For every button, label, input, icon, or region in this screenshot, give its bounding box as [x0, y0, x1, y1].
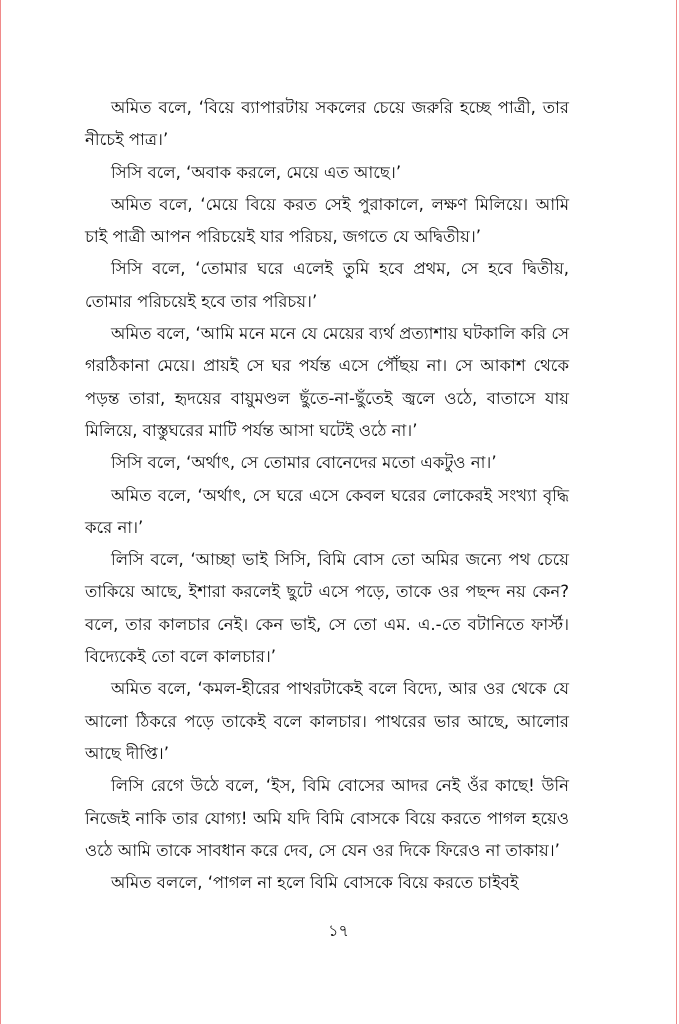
body-text	[85, 92, 569, 899]
paragraph: লিসি রেগে উঠে বলে, ‘ইস, বিমি বোসের আদর নেই ওঁর কাছে! উনি নিজেই নাকি তার যোগ্য! অমি যদি বিমি বোসকে বিয়ে করতে পাগল হয়েও ওঠে আমি তাকে সাবধান করে দেব, সে যেন ওর দিকে ফিরেও না তাকায়।’	[85, 776, 569, 860]
paragraph: অমিত বলে, ‘মেয়ে বিয়ে করত সেই পুরাকালে, লক্ষণ মিলিয়ে। আমি চাই পাত্রী আপন পরিচয়েই যার পরিচয়, জগতে যে অদ্বিতীয়।’	[85, 194, 569, 247]
paragraph: সিসি বলে, ‘তোমার ঘরে এলেই তুমি হবে প্রথম, সে হবে দ্বিতীয়, তোমার পরিচয়েই হবে তার পরিচয়।’	[85, 259, 569, 311]
paragraph: সিসি বলে, ‘অবাক করলে, মেয়ে এত আছে।’	[111, 162, 402, 182]
paragraph: অমিত বলে, ‘আমি মনে মনে যে মেয়ের ব্যর্থ প্রত্যাশায় ঘটকালি করি সে গরঠিকানা মেয়ে। প্রায়ই সে ঘর পর্যন্ত এসে পৌঁছয় না। সে আকাশ থেকে পড়ন্ত তারা, হৃদয়ের বায়ুমণ্ডল ছুঁতে-না-ছুঁতেই জ্বলে ওঠে, বাতাসে যায় মিলিয়ে, বাস্তুঘরের মাটি পর্যন্ত আসা ঘটেই ওঠে না।’	[85, 324, 569, 440]
paragraph: অমিত বললে, ‘পাগল না হলে বিমি বোসকে বিয়ে করতে চাইবই	[111, 873, 519, 893]
paragraph: সিসি বলে, ‘অর্থাৎ, সে তোমার বোনেদের মতো একটুও না।’	[111, 453, 497, 473]
paragraph: অমিত বলে, ‘বিয়ে ব্যাপারটায় সকলের চেয়ে জরুরি হচ্ছে পাত্রী, তার নীচেই পাত্র।’	[85, 98, 569, 150]
page-number: ১৭	[328, 921, 349, 940]
paragraph: অমিত বলে, ‘কমল-হীরের পাথরটাকেই বলে বিদ্যে, আর ওর থেকে যে আলো ঠিকরে পড়ে তাকেই বলে কালচার। পাথরের ভার আছে, আলোর আছে দীপ্তি।’	[85, 679, 569, 763]
paragraph: লিসি বলে, ‘আচ্ছা ভাই সিসি, বিমি বোস তো অমির জন্যে পথ চেয়ে তাকিয়ে আছে, ইশারা করলেই ছুটে এসে পড়ে, তাকে ওর পছন্দ নয় কেন? বলে, তার কালচার নেই। কেন ভাই, সে তো এম. এ.-তে বটানিতে ফার্স্ট। বিদ্যেকেই তো বলে কালচার।’	[85, 550, 569, 667]
paragraph: অমিত বলে, ‘অর্থাৎ, সে ঘরে এসে কেবল ঘরের লোকেরই সংখ্যা বৃদ্ধি করে না।’	[85, 485, 569, 537]
